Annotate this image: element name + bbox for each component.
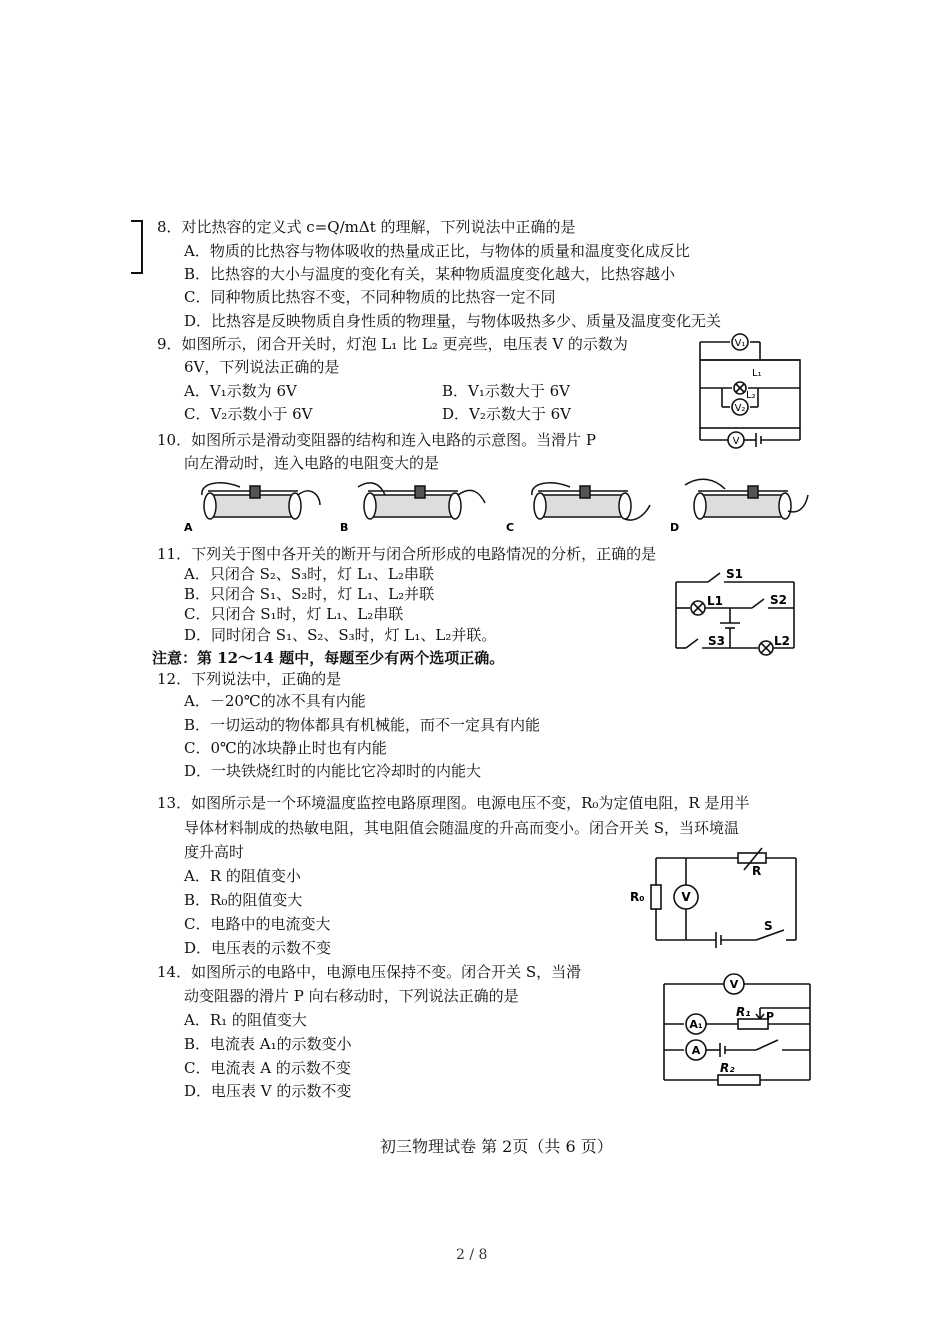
q12-option-c: C．0℃的冰块静止时也有内能 <box>184 739 387 757</box>
q10-label-b: B <box>340 521 349 534</box>
q13-circuit-diagram <box>628 850 808 950</box>
q8-option-c: C．同种物质比热容不变，不同种物质的比热容一定不同 <box>184 288 556 306</box>
q11-option-b: B．只闭合 S₁、S₂时，灯 L₁、L₂并联 <box>184 585 435 603</box>
q12-option-d: D．一块铁烧红时的内能比它冷却时的内能大 <box>184 762 482 780</box>
q9-fig-v-label: V <box>732 436 740 447</box>
q10-label-d: D <box>670 521 680 534</box>
q8-option-b: B．比热容的大小与温度的变化有关，某种物质温度变化越大，比热容越小 <box>184 265 676 283</box>
q12-option-b: B．一切运动的物体都具有机械能，而不一定具有内能 <box>184 716 541 734</box>
q13-fig-s-label: S <box>764 919 773 933</box>
q13-fig-r0-label: R₀ <box>630 890 645 904</box>
q11-option-d: D．同时闭合 S₁、S₂、S₃时，灯 L₁、L₂并联。 <box>184 626 497 644</box>
q11-fig-s2-label: S2 <box>770 593 787 607</box>
q14-circuit-diagram <box>660 972 815 1097</box>
q14-stem-line1: 14．如图所示的电路中，电源电压保持不变。闭合开关 S，当滑 <box>157 963 582 981</box>
q11-fig-s1-label: S1 <box>726 567 743 581</box>
q14-fig-v-label: V <box>729 978 739 991</box>
q11-stem: 11．下列关于图中各开关的断开与闭合所形成的电路情况的分析，正确的是 <box>157 545 657 563</box>
q10-stem-line1: 10．如图所示是滑动变阻器的结构和连入电路的示意图。当滑片 P <box>157 431 596 449</box>
q9-option-a: A．V₁示数为 6V <box>184 382 297 400</box>
note-multiple-choice: 注意：第 12～14 题中，每题至少有两个选项正确。 <box>152 649 505 667</box>
q11-circuit-diagram <box>670 565 800 660</box>
q10-label-c: C <box>506 521 515 534</box>
q11-fig-l1-label: L1 <box>707 594 723 608</box>
q9-circuit-diagram <box>690 330 810 460</box>
q10-stem-line2: 向左滑动时，连入电路的电阻变大的是 <box>184 454 440 472</box>
q9-option-c: C．V₂示数小于 6V <box>184 405 313 423</box>
q14-fig-a1-label: A₁ <box>689 1018 703 1031</box>
q13-fig-v-label: V <box>681 890 691 904</box>
q8-stem: 8．对比热容的定义式 c=Q/mΔt 的理解，下列说法中正确的是 <box>157 218 576 236</box>
q14-fig-p-label: P <box>766 1010 775 1023</box>
q14-stem-line2: 动变阻器的滑片 P 向右移动时，下列说法正确的是 <box>184 987 519 1005</box>
q13-stem-line1: 13．如图所示是一个环境温度监控电路原理图。电源电压不变，R₀为定值电阻，R 是用半 <box>157 794 750 812</box>
q11-option-a: A．只闭合 S₂、S₃时，灯 L₁、L₂串联 <box>184 565 434 583</box>
q9-option-b: B．V₁示数大于 6V <box>442 382 571 400</box>
q9-option-d: D．V₂示数大于 6V <box>442 405 572 423</box>
q12-option-a: A．－20℃的冰不具有内能 <box>184 692 366 710</box>
q11-fig-s3-label: S3 <box>708 634 725 648</box>
q9-stem-line2: 6V，下列说法正确的是 <box>184 358 340 376</box>
q14-option-c: C．电流表 A 的示数不变 <box>184 1059 351 1077</box>
q13-stem-line2: 导体材料制成的热敏电阻，其电阻值会随温度的升高而变小。闭合开关 S，当环境温 <box>184 819 740 837</box>
q8-option-a: A．物质的比热容与物体吸收的热量成正比，与物体的质量和温度变化成反比 <box>184 242 690 260</box>
q14-fig-r2-label: R₂ <box>720 1061 735 1075</box>
q13-fig-r-label: R <box>752 864 762 878</box>
q13-stem-line3: 度升高时 <box>184 843 245 861</box>
q10-label-a: A <box>184 521 193 534</box>
q12-stem: 12．下列说法中，正确的是 <box>157 670 342 688</box>
q13-option-c: C．电路中的电流变大 <box>184 915 331 933</box>
q14-option-a: A．R₁ 的阻值变大 <box>184 1011 307 1029</box>
margin-bracket <box>131 220 143 274</box>
q11-fig-l2-label: L2 <box>774 634 790 648</box>
q9-fig-l2-label: L₂ <box>746 390 756 401</box>
q9-fig-v1-label: V₁ <box>734 338 746 349</box>
q8-option-d: D．比热容是反映物质自身性质的物理量，与物体吸热多少、质量及温度变化无关 <box>184 312 722 330</box>
q14-option-b: B．电流表 A₁的示数变小 <box>184 1035 352 1053</box>
page-number: 2 / 8 <box>456 1247 488 1263</box>
exam-footer: 初三物理试卷 第 2页（共 6 页） <box>380 1137 613 1156</box>
q9-fig-l1-label: L₁ <box>752 368 762 379</box>
q14-fig-a-label: A <box>691 1044 701 1057</box>
q14-option-d: D．电压表 V 的示数不变 <box>184 1082 352 1100</box>
q14-fig-r1-label: R₁ <box>736 1005 751 1019</box>
q11-option-c: C．只闭合 S₁时，灯 L₁、L₂串联 <box>184 605 404 623</box>
q13-option-a: A．R 的阻值变小 <box>184 867 301 885</box>
q13-option-d: D．电压表的示数不变 <box>184 939 332 957</box>
q13-option-b: B．R₀的阻值变大 <box>184 891 303 909</box>
q9-stem-line1: 9．如图所示，闭合开关时，灯泡 L₁ 比 L₂ 更亮些，电压表 V 的示数为 <box>157 335 628 353</box>
q10-rheostat-figures <box>180 475 820 535</box>
q9-fig-v2-label: V₂ <box>734 403 746 414</box>
